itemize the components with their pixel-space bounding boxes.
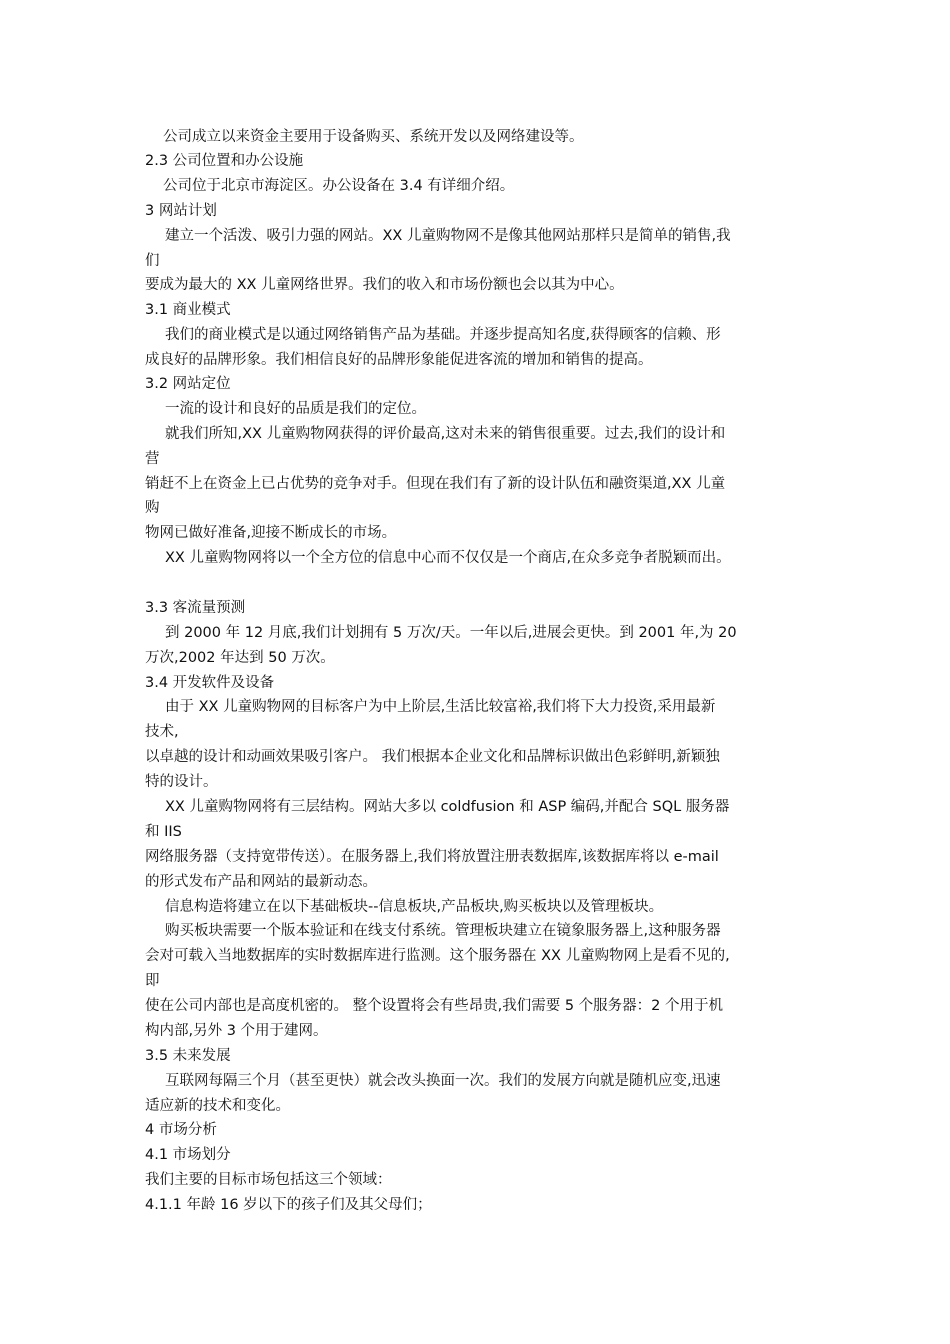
paragraph-line: 以卓越的设计和动画效果吸引客户。 我们根据本企业文化和品牌标识做出色彩鲜明,新颖独 (145, 749, 720, 765)
paragraph-line: 使在公司内部也是高度机密的。 整个设置将会有些昂贵,我们需要 5 个服务器：2 个用于机 (145, 998, 723, 1014)
paragraph-line: 一流的设计和良好的品质是我们的定位。 (165, 401, 426, 417)
section-heading: 3.4 开发软件及设备 (145, 675, 275, 691)
paragraph-line: 物网已做好准备,迎接不断成长的市场。 (145, 525, 397, 541)
paragraph-line: 即 (145, 973, 160, 989)
paragraph-line: XX 儿童购物网将有三层结构。网站大多以 coldfusion 和 ASP 编码,并配合 SQL 服务器 (165, 799, 730, 815)
section-heading: 3.3 客流量预测 (145, 600, 246, 616)
section-heading: 3.2 网站定位 (145, 376, 231, 392)
paragraph-line: 信息构造将建立在以下基础板块--信息板块,产品板块,购买板块以及管理板块。 (165, 899, 664, 915)
paragraph-line: 特的设计。 (145, 774, 218, 790)
paragraph-line: 技术, (145, 724, 179, 740)
paragraph-line: 成良好的品牌形象。我们相信良好的品牌形象能促进客流的增加和销售的提高。 (145, 352, 653, 368)
paragraph-line: 们 (145, 253, 160, 269)
paragraph-line: 会对可载入当地数据库的实时数据库进行监测。这个服务器在 XX 儿童购物网上是看不见的, (145, 948, 730, 964)
paragraph-line: 互联网每隔三个月（甚至更快）就会改头换面一次。我们的发展方向就是随机应变,迅速 (165, 1073, 721, 1089)
paragraph-line: 就我们所知,XX 儿童购物网获得的评价最高,这对未来的销售很重要。过去,我们的设计和 (165, 426, 726, 442)
paragraph-line: 到 2000 年 12 月底,我们计划拥有 5 万次/天。一年以后,进展会更快。到 2001 年,为 20 (165, 625, 737, 641)
section-heading: 4 市场分析 (145, 1122, 217, 1138)
paragraph-line: 营 (145, 451, 160, 467)
paragraph-line: 购买板块需要一个版本验证和在线支付系统。管理板块建立在镜象服务器上,这种服务器 (165, 923, 721, 939)
section-heading: 3 网站计划 (145, 203, 217, 219)
paragraph-line: 由于 XX 儿童购物网的目标客户为中上阶层,生活比较富裕,我们将下大力投资,采用最新 (165, 699, 716, 715)
paragraph-line: 公司成立以来资金主要用于设备购买、系统开发以及网络建设等。 (163, 129, 584, 145)
paragraph-line: 适应新的技术和变化。 (145, 1098, 290, 1114)
paragraph-line: 网络服务器（支持宽带传送）。在服务器上,我们将放置注册表数据库,该数据库将以 e-mail (145, 849, 719, 865)
paragraph-line: 购 (145, 500, 160, 516)
section-heading: 2.3 公司位置和办公设施 (145, 153, 304, 169)
paragraph-line: 我们主要的目标市场包括这三个领域： (145, 1172, 392, 1188)
section-heading: 4.1 市场划分 (145, 1147, 231, 1163)
paragraph-line: 的形式发布产品和网站的最新动态。 (145, 874, 377, 890)
paragraph-line: 公司位于北京市海淀区。办公设备在 3.4 有详细介绍。 (163, 178, 515, 194)
paragraph-line: 我们的商业模式是以通过网络销售产品为基础。并逐步提高知名度,获得顾客的信赖、形 (165, 327, 721, 343)
paragraph-line: 要成为最大的 XX 儿童网络世界。我们的收入和市场份额也会以其为中心。 (145, 277, 624, 293)
paragraph-line: 和 IIS (145, 824, 182, 840)
paragraph-line: 构内部,另外 3 个用于建网。 (145, 1023, 328, 1039)
section-heading: 3.5 未来发展 (145, 1048, 231, 1064)
section-heading: 4.1.1 年龄 16 岁以下的孩子们及其父母们； (145, 1197, 432, 1213)
paragraph-line: 销赶不上在资金上已占优势的竞争对手。但现在我们有了新的设计队伍和融资渠道,XX 儿童 (145, 476, 726, 492)
paragraph-line: 建立一个活泼、吸引力强的网站。XX 儿童购物网不是像其他网站那样只是简单的销售,我 (165, 228, 731, 244)
section-heading: 3.1 商业模式 (145, 302, 231, 318)
paragraph-line: 万次,2002 年达到 50 万次。 (145, 650, 335, 666)
paragraph-line: XX 儿童购物网将以一个全方位的信息中心而不仅仅是一个商店,在众多竞争者脱颖而出。 (165, 550, 731, 566)
